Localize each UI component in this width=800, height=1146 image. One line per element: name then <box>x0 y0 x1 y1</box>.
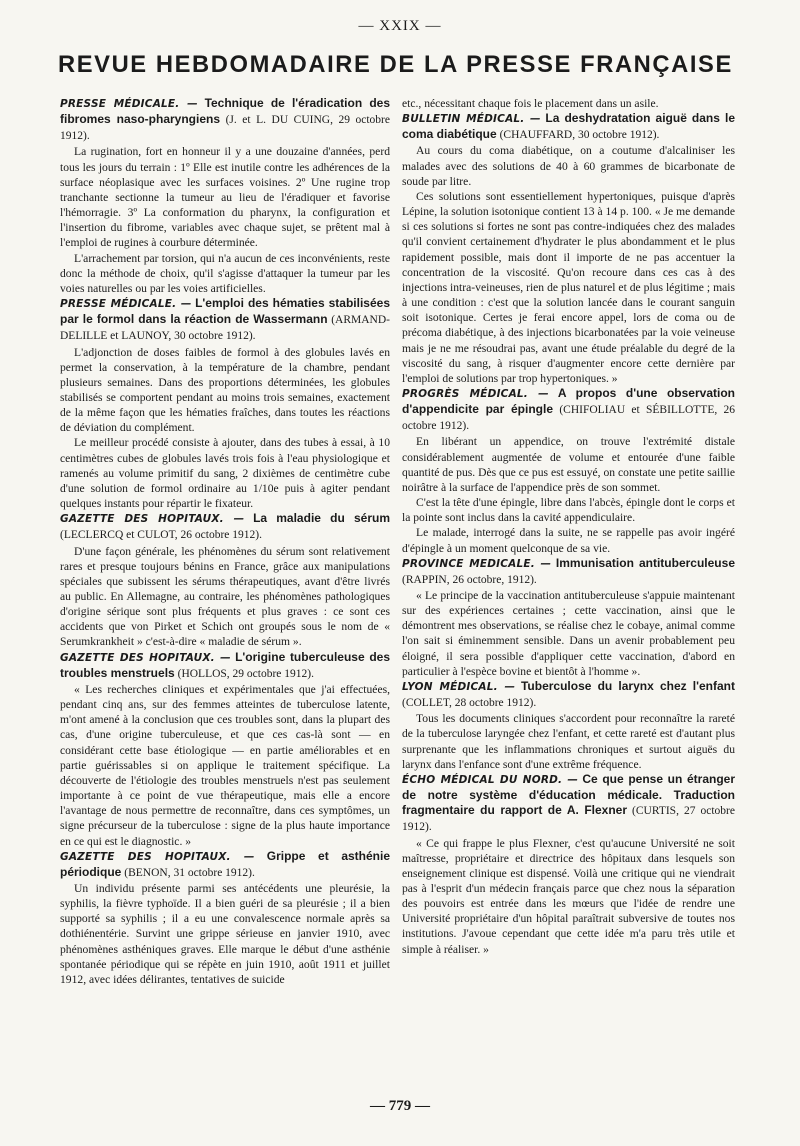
left-column <box>60 96 390 987</box>
article-reference: (BENON, 31 octobre 1912). <box>124 866 255 879</box>
article-paragraph: C'est la tête d'une épingle, libre dans l'abcès, épingle dont le corps et la pointe sont inclus dans la cavité appendiculaire. <box>402 496 735 525</box>
article-heading <box>402 679 735 711</box>
article-reference: (RAPPIN, 26 octobre, 1912). <box>402 573 537 586</box>
article-paragraph: Le malade, interrogé dans la suite, ne se rappelle pas avoir ingéré d'épingle à un moment quelconque de sa vie. <box>402 526 735 555</box>
article-paragraph: L'adjonction de doses faibles de formol à des globules lavés en permet la conservation, à la température de la chambre, pendant plusieurs semaines. Dans des proportions déterminées, les globules stabilisés se comportent pendant au moins trois semaines, exactement de la même façon que les hématies fraîches, dans toutes les réactions de déviation du complément. <box>60 345 390 435</box>
article <box>402 111 735 386</box>
article <box>60 96 390 296</box>
article-paragraph: Au cours du coma diabétique, on a coutume d'alcaliniser les malades avec des solutions de 40 à 60 grammes de bicarbonate de soude par litre. <box>402 144 735 188</box>
roman-folio: — XXIX — <box>358 18 442 34</box>
article-paragraph: Le meilleur procédé consiste à ajouter, dans des tubes à essai, à 10 centimètres cubes de globules lavés trois fois à l'eau physiologique et ramenés au volume primitif du sang, 2 dixièmes de centimètre cube d'une solution de formol ordinaire au 1/10e puis à agiter pendant quelques instants pour répartir le fixateur. <box>60 436 390 511</box>
article-paragraph: « Le principe de la vaccination antituberculeuse s'appuie maintenant sur des expériences certaines ; cette vaccination, ainsi que le démontrent mes observations, se réalise chez le cobaye, animal comme l'on sait si éminemment sensible. Dans un avenir probablement peu éloigné, il sera possible d'appliquer cette vaccination, d'abord en particulier à l'espèce bovine et bientôt à l'homme ». <box>402 589 735 678</box>
journal-source: GAZETTE DES HOPITAUX. — <box>60 850 255 863</box>
article-reference: (CHIFOLIAU et SÉBILLOTTE, 26 octobre 1912). <box>402 404 736 433</box>
article-heading <box>60 96 390 144</box>
page-number: — 779 — <box>370 1098 430 1114</box>
article-title: Ce que pense un étranger de notre système d'éducation médicale. Traduction fragmentaire du rapport de A. Flexner <box>402 771 736 818</box>
article-reference: (LECLERCQ et CULOT, 26 octobre 1912). <box>60 529 262 542</box>
article-title: Grippe et asthénie périodique <box>60 848 391 879</box>
journal-source: PRESSE MÉDICALE. — <box>60 98 198 110</box>
article-paragraph: En libérant un appendice, on trouve l'extrémité distale considérablement augmentée de volume et entourée d'une faible quantité de pus. Dès que ce pus est essuyé, on constate une petite saillie noirâtre à la surface de l'appendice près de son sommet. <box>402 435 735 494</box>
masthead-title: REVUE HEBDOMADAIRE DE LA PRESSE FRANÇAISE <box>58 52 733 78</box>
article <box>402 386 735 556</box>
article-title: Tuberculose du larynx chez l'enfant <box>520 678 735 693</box>
article-reference: (J. et L. DU CUING, 29 octobre 1912). <box>60 114 390 143</box>
article-title: Technique de l'éradication des fibromes naso-pharyngiens <box>60 96 390 127</box>
article-reference: (CURTIS, 27 octobre 1912). <box>402 805 735 834</box>
article-reference: (HOLLOS, 29 octobre 1912). <box>177 667 314 680</box>
article-paragraph: « Les recherches cliniques et expérimentales que j'ai effectuées, pendant cinq ans, sur des femmes atteintes de tuberculose latente, m'ont amené à la conclusion que ces troubles sont, dans la plupart des cas, d'une origine tuberculeuse, et que ces cas-là sont — en considérant cette base étiologique — en partie améliorables et en partie guérissables si on applique le traitement spécifique. La découverte de l'étiologie des troubles menstruels n'est pas seulement importante à ce point de vue thérapeutique, mais elle a encore l'avantage de nous permettre de reconnaître, dans ces symptômes, un signe précurseur de la tuberculose : signe de la plus haute importance en ce qui est le diagnostic. » <box>60 682 390 848</box>
article-heading <box>60 296 390 344</box>
article <box>60 296 390 511</box>
article-paragraph: Tous les documents cliniques s'accordent pour reconnaître la rareté de la tuberculose laryngée chez l'enfant, et cette rareté est d'autant plus surprenante que les inflammations chroniques et surtout aiguës du larynx dans l'enfance sont d'une extrême fréquence. <box>402 712 735 771</box>
article-heading <box>60 849 390 881</box>
article <box>402 679 735 772</box>
article-paragraph: L'arrachement par torsion, qui n'a aucun de ces inconvénients, reste donc la méthode de choix, qu'il s'agisse d'attaquer la tumeur par les voies naturelles ou par les voies artificielles. <box>60 251 390 295</box>
article <box>402 556 735 679</box>
article-paragraph: D'une façon générale, les phénomènes du sérum sont relativement rares et presque toujours bénins en France, grâce aux manipulations spéciales que subissent les sérums thérapeutiques, avant d'être livrés au public. En Allemagne, au contraire, les phénomènes pathologiques d'origine sérique sont plus fréquents et plus graves : ce sont ces accidents que von Pirket et Schich ont groupés sous le nom de « Serumkrankheit » c'est-à-dire « maladie de sérum ». <box>60 544 390 649</box>
journal-source: GAZETTE DES HOPITAUX. — <box>60 651 231 664</box>
article-heading <box>402 772 735 836</box>
article-title: L'origine tuberculeuse des troubles menstruels <box>60 649 390 680</box>
article-reference: (ARMAND-DELILLE et LAUNOY, 30 octobre 1912). <box>60 314 390 343</box>
article-heading <box>402 556 735 588</box>
article-title: La deshydratation aiguë dans le coma diabétique <box>402 111 735 142</box>
journal-source: PROGRÈS MÉDICAL. — <box>402 387 549 400</box>
article-heading <box>402 386 735 434</box>
article-title: La maladie du sérum <box>253 511 391 526</box>
journal-source: ÉCHO MÉDICAL DU NORD. — <box>402 773 579 786</box>
article-paragraph: Un individu présente parmi ses antécédents une pleurésie, la syphilis, la fièvre typhoïde. Il a bien guéri de sa pleurésie ; il a bien supporté sa syphilis ; il a eu une convalescence normale après sa dothiénentérie. Survint une grippe sérieuse en janvier 1910, avec phénomènes asthéniques graves. Elle marque le début d'une asthénie spontanée périodique qui se répète en juin 1910, août 1911 et juillet 1912, avec idées délirantes, tentatives de suicide <box>60 881 390 986</box>
article <box>402 772 735 957</box>
journal-source: PRESSE MÉDICALE. — <box>60 298 192 311</box>
continued-text: etc., nécessitant chaque fois le placement dans un asile. <box>402 97 659 110</box>
article-title: A propos d'une observation d'appendicite par épingle <box>402 385 735 417</box>
journal-source: LYON MÉDICAL. — <box>402 680 516 693</box>
article-paragraph: La rugination, fort en honneur il y a une douzaine d'années, perd tous les jours du terrain : 1º Elle est inutile contre les adhérences de la surface néoplasique avec les surfaces voisines. 2º Une rugine trop tranchante sectionne la tumeur au lieu de l'éradiquer et favorise l'hémorragie. 3º La conformation du pharynx, la configuration et l'insertion du fibrome, variables avec chaque sujet, se prêtent mal à l'emploi de rugines à courbure déterminée. <box>60 145 390 250</box>
article-reference: (CHAUFFARD, 30 octobre 1912). <box>499 129 660 142</box>
right-column <box>402 96 735 957</box>
journal-source: GAZETTE DES HOPITAUX. — <box>60 513 245 526</box>
journal-source: BULLETIN MÉDICAL. — <box>402 113 541 126</box>
article <box>60 650 390 849</box>
article-title: L'emploi des hématies stabilisées par le formol dans la réaction de Wassermann <box>60 296 390 327</box>
article-heading <box>402 111 735 143</box>
article-title: Immunisation antituberculeuse <box>555 555 735 570</box>
article-reference: (COLLET, 28 octobre 1912). <box>402 697 537 710</box>
article-heading <box>60 650 390 682</box>
article-paragraph: « Ce qui frappe le plus Flexner, c'est qu'aucune Université ne soit maîtresse, propriétaire et directrice des hôpitaux dans lesquels son enseignement clinique est dispensé. Voilà une critique qui ne viendrait pas à l'esprit d'un médecin français parce que chez nous la séparation des pouvoirs est entrée dans les mœurs que l'idée de rendre une Université propriétaire d'un hôpital paraîtrait subversive de toutes nos institutions. J'avoue cependant que cette idée m'a paru très utile et simple à réaliser. » <box>402 836 735 956</box>
article <box>60 849 390 987</box>
article-heading <box>60 511 390 543</box>
article-paragraph: Ces solutions sont essentiellement hypertoniques, puisque d'après Lépine, la solution isotonique contient 13 à 14 p. 100. « Je me demande si ces solutions si fortes ne sont pas contre-indiquées chez des malades qu'il convient certainement d'hydrater le plus abondamment et le plus rapidement possible, mais dont il importe de ne pas accentuer la concentration de la viscosité. Qu'on recoure dans ces cas à des injections intra-veineuses, rien de plus naturel et de plus légitime ; mais à une condition : c'est que la solution lancée dans le courant sanguin soit isotonique. Certes je ferai encore appel, lors de coma ou de précoma diabétique, à des injections bicarbonatées par la voie veineuse mais je ne me résoudrai pas, avant une étude préalable du degré de la viscosité du sang, à risquer d'augmenter encore cette dernière par l'emploi de solutions par trop hypertoniques. » <box>402 189 735 385</box>
journal-source: PROVINCE MEDICALE. — <box>402 557 552 570</box>
article <box>60 511 390 649</box>
